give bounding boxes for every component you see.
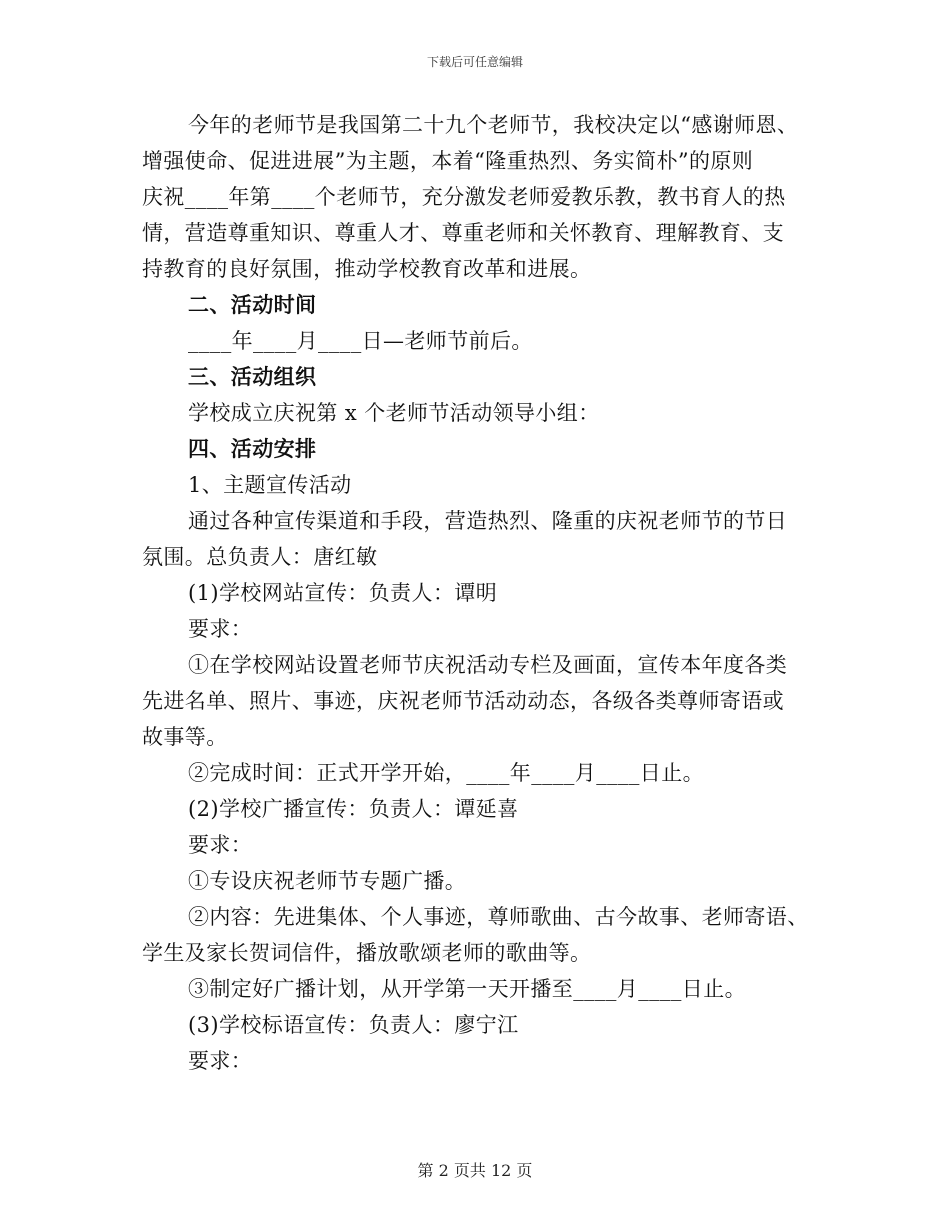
text-line: 持教育的良好氛围，推动学校教育改革和进展。 [142,257,592,281]
text-line: 情，营造尊重知识、尊重人才、尊重老师和关怀教育、理解教育、支 [142,221,784,245]
text-line: 增强使命、促进进展”为主题，本着“隆重热烈、务实简朴”的原则 [142,149,754,173]
page-footer: 第 2 页共 12 页 [417,1161,533,1180]
document-body [142,107,814,1079]
text-line: 先进名单、照片、事迹，庆祝老师节活动动态，各级各类尊师寄语或 [142,689,784,713]
section-heading: 三、活动组织 [188,364,317,389]
section-heading: 四、活动安排 [188,436,317,461]
text-line: 通过各种宣传渠道和手段，营造热烈、隆重的庆祝老师节的节日 [188,509,788,533]
text-line: (2)学校广播宣传：负责人：谭延喜 [188,797,519,821]
text-line: 学校成立庆祝第 x 个老师节活动领导小组： [188,401,600,425]
page-header: 下载后可任意编辑 [426,55,523,69]
text-line: ①在学校网站设置老师节庆祝活动专栏及画面，宣传本年度各类 [188,653,788,677]
text-line: ③制定好广播计划，从开学第一天开播至____月____日止。 [188,977,746,1001]
text-line: 1、主题宣传活动 [188,473,352,497]
text-line: ①专设庆祝老师节专题广播。 [188,869,467,893]
text-line: 学生及家长贺词信件，播放歌颂老师的歌曲等。 [142,941,592,965]
text-line: 要求： [188,617,253,641]
text-line: 氛围。总负责人：唐红敏 [142,545,378,569]
text-line: 庆祝____年第____个老师节，充分激发老师爱教乐教，教书育人的热 [142,185,786,209]
text-line: (1)学校网站宣传：负责人：谭明 [188,581,498,605]
text-line: (3)学校标语宣传：负责人：廖宁江 [188,1013,519,1037]
section-heading: 二、活动时间 [188,292,317,317]
text-line: 要求： [188,1049,253,1073]
text-line: ②完成时间：正式开学开始，____年____月____日止。 [188,761,704,785]
text-line: ②内容：先进集体、个人事迹，尊师歌曲、古今故事、老师寄语、 [188,905,809,929]
text-line: ____年____月____日—老师节前后。 [188,329,533,353]
text-line: 要求： [188,833,253,857]
text-line: 今年的老师节是我国第二十九个老师节，我校决定以“感谢师恩、 [188,113,799,137]
text-line: 故事等。 [142,725,228,749]
